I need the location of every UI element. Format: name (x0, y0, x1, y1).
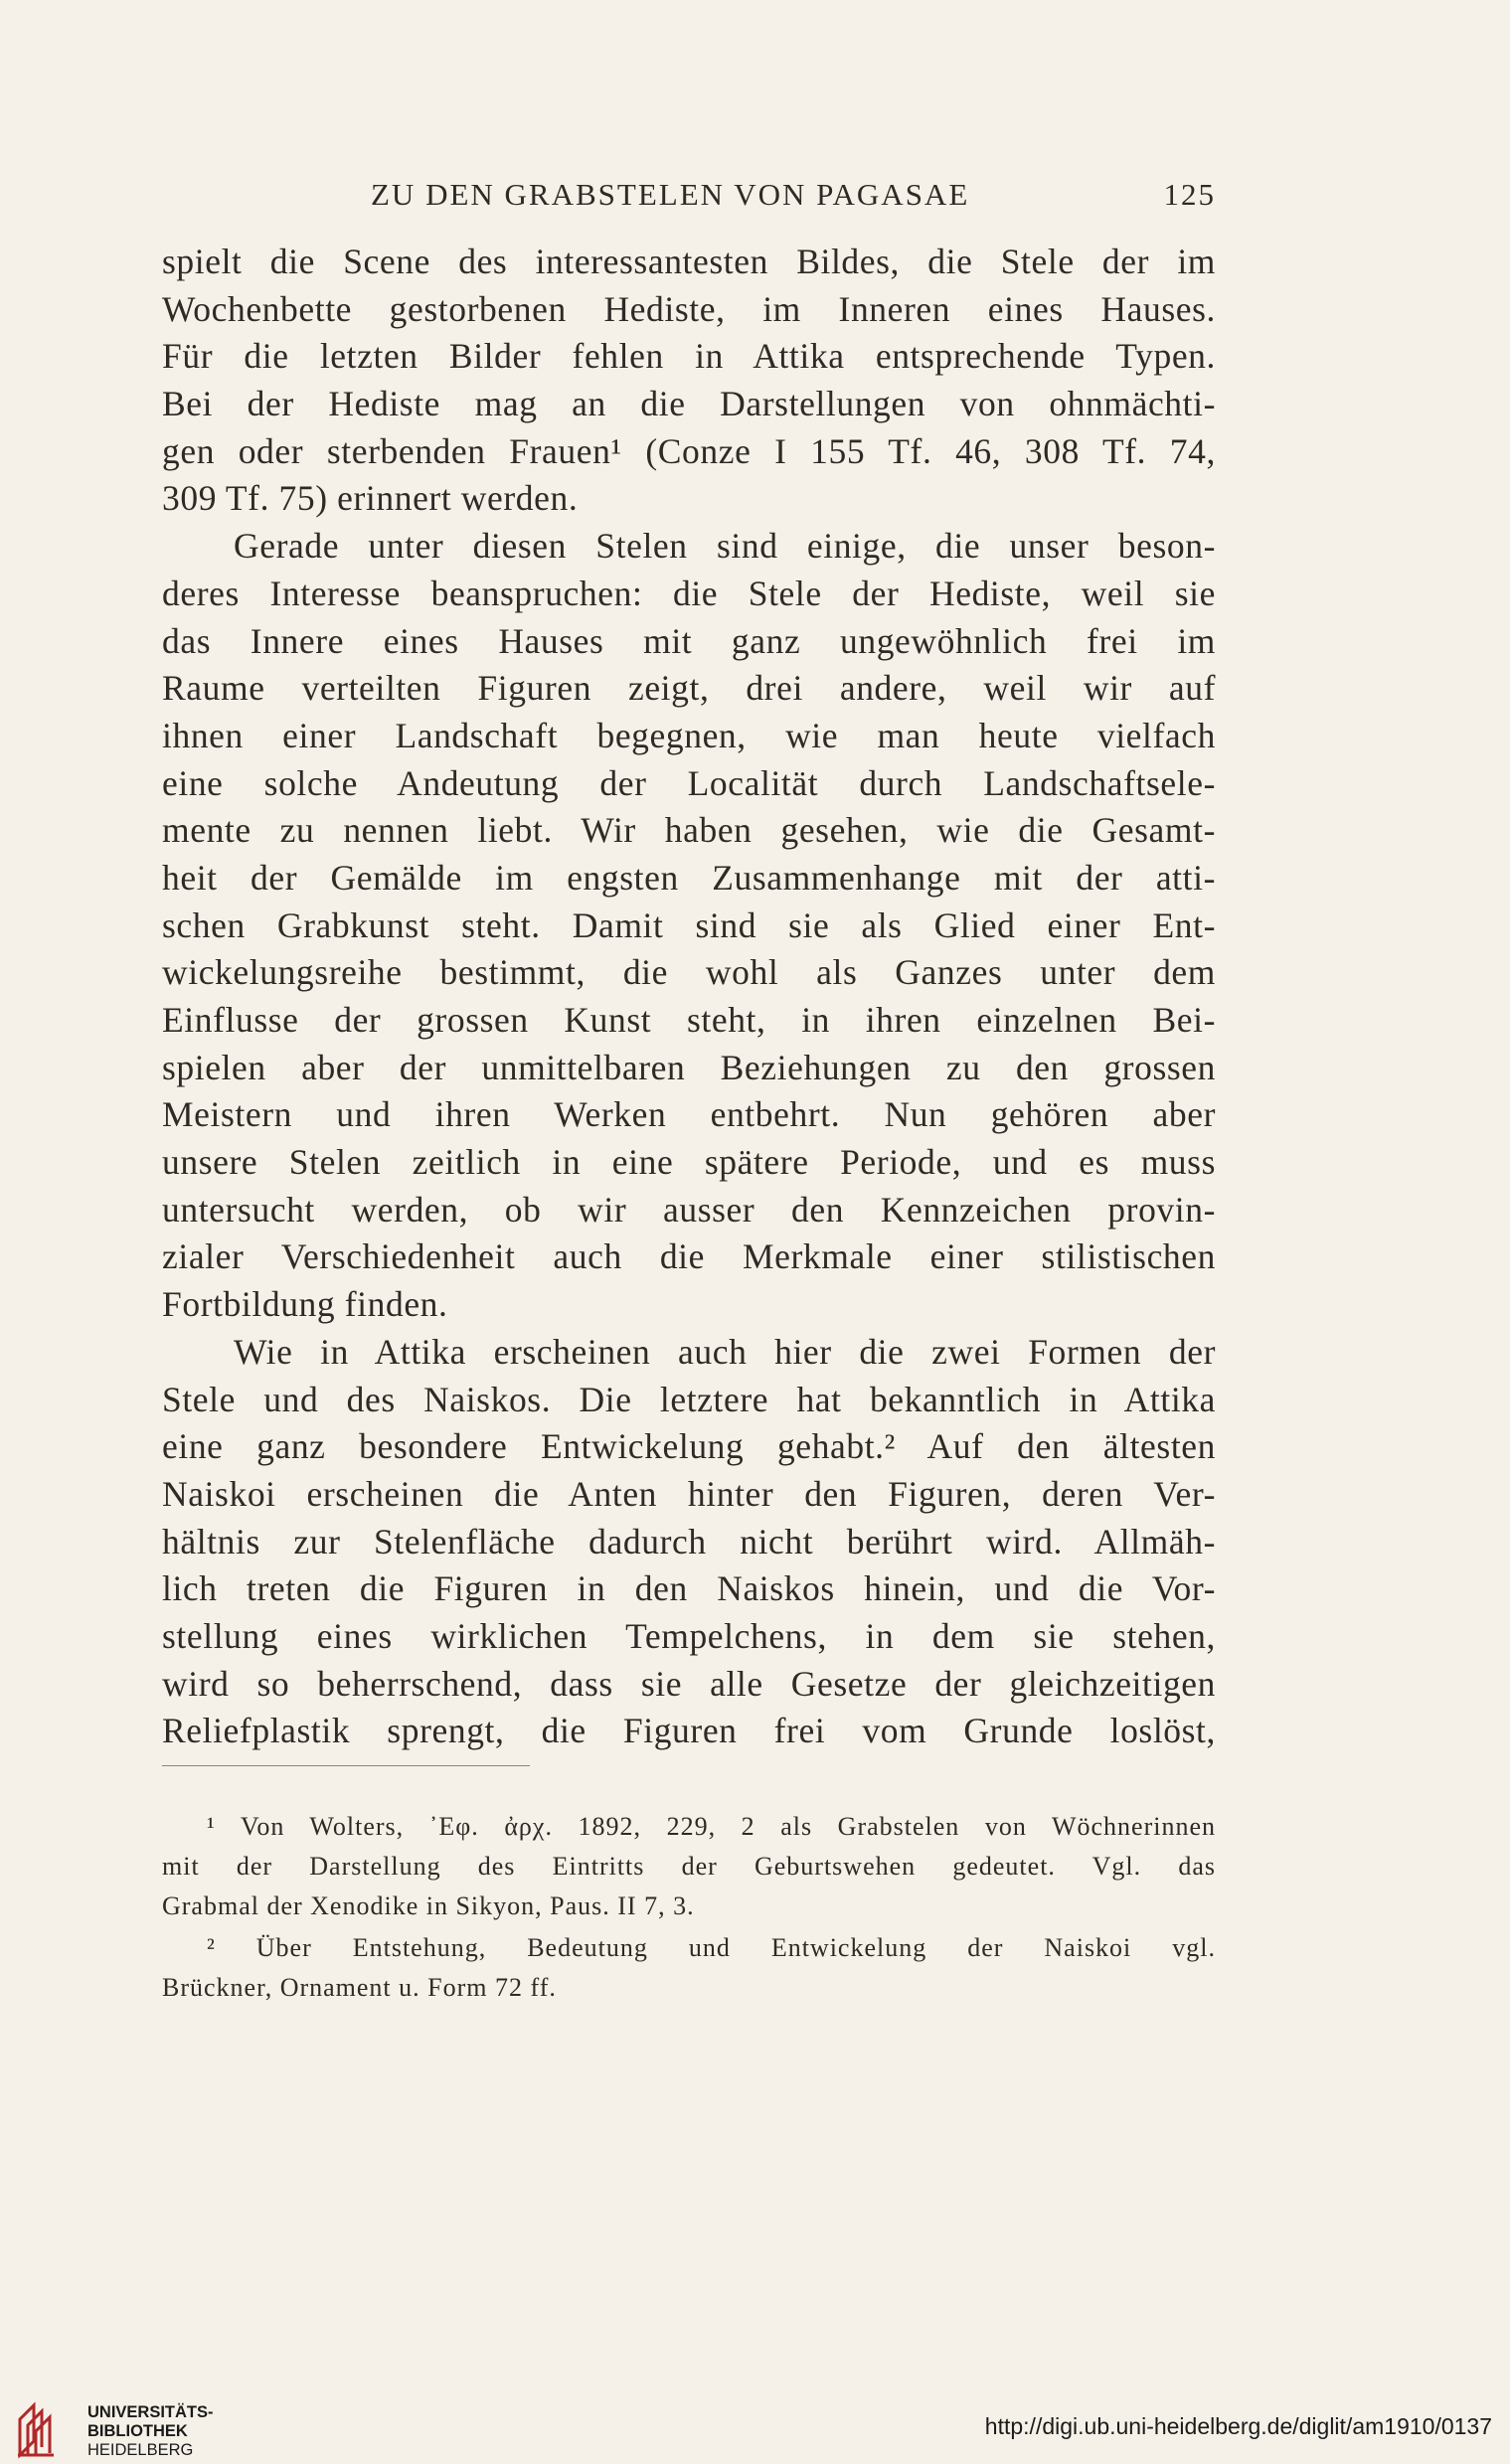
text-line: ihnen einer Landschaft begegnen, wie man heute vielfach (162, 715, 1216, 755)
library-name (87, 2403, 214, 2460)
text-line: Für die letzten Bilder fehlen in Attika entsprechende Typen. (162, 336, 1216, 377)
text-line: Einflusse der grossen Kunst steht, in ihren einzelnen Bei- (162, 1000, 1216, 1040)
text-line: lich treten die Figuren in den Naiskos hinein, und die Vor- (162, 1568, 1216, 1609)
text-line: Stele und des Naiskos. Die letztere hat bekanntlich in Attika (162, 1379, 1216, 1419)
library-logo-icon (14, 2397, 80, 2459)
text-line: 309 Tf. 75) erinnert werden. (162, 478, 579, 519)
text-line: spielen aber der unmittelbaren Beziehungen zu den grossen (162, 1047, 1216, 1087)
footnote-line: Brückner, Ornament u. Form 72 ff. (162, 1973, 557, 2002)
text-line: eine solche Andeutung der Localität durch Landschaftsele- (162, 762, 1216, 803)
running-title: ZU DEN GRABSTELEN VON PAGASAE (371, 177, 970, 212)
text-line: Wie in Attika erscheinen auch hier die zwei Formen der (234, 1331, 1216, 1372)
text-line: Gerade unter diesen Stelen sind einige, die unser beson- (234, 526, 1216, 567)
text-line: Reliefplastik sprengt, die Figuren frei vom Grunde loslöst, (162, 1711, 1216, 1751)
text-line: Naiskoi erscheinen die Anten hinter den Figuren, deren Ver- (162, 1473, 1216, 1514)
text-line: Fortbildung finden. (162, 1284, 448, 1325)
text-line: gen oder sterbenden Frauen¹ (Conze I 155 Tf. 46, 308 Tf. 74, (162, 430, 1216, 471)
text-line: wickelungsreihe bestimmt, die wohl als Ganzes unter dem (162, 952, 1216, 993)
body-text (162, 239, 1216, 1755)
text-line: das Innere eines Hauses mit ganz ungewöhnlich frei im (162, 620, 1216, 661)
footnote-line: mit der Darstellung des Eintritts der Geburtswehen gedeutet. Vgl. das (162, 1852, 1216, 1881)
text-line: wird so beherrschend, dass sie alle Gesetze der gleichzeitigen (162, 1663, 1216, 1704)
text-line: deres Interesse beanspruchen: die Stele der Hediste, weil sie (162, 573, 1216, 613)
footnote-divider (162, 1765, 530, 1766)
text-line: eine ganz besondere Entwickelung gehabt.² Auf den ältesten (162, 1426, 1216, 1467)
text-line: zialer Verschiedenheit auch die Merkmale einer stilistischen (162, 1236, 1216, 1277)
footnotes (162, 1807, 1216, 2008)
text-line: Meistern und ihren Werken entbehrt. Nun gehören aber (162, 1094, 1216, 1135)
source-url-link[interactable]: http://digi.ub.uni-heidelberg.de/diglit/am1910/0137 (984, 2413, 1492, 2439)
digitization-footer (0, 2393, 1510, 2464)
text-line: Wochenbette gestorbenen Hediste, im Inneren eines Hauses. (162, 288, 1216, 329)
library-name-line: BIBLIOTHEK (87, 2422, 188, 2440)
library-name-line: HEIDELBERG (87, 2441, 194, 2459)
text-line: spielt die Scene des interessantesten Bildes, die Stele der im (162, 242, 1216, 281)
footnote-line: ² Über Entstehung, Bedeutung und Entwickelung der Naiskoi vgl. (207, 1933, 1216, 1962)
footnote-line: Grabmal der Xenodike in Sikyon, Paus. II 7, 3. (162, 1891, 695, 1920)
text-line: schen Grabkunst steht. Damit sind sie als Glied einer Ent- (162, 904, 1216, 945)
text-line: untersucht werden, ob wir ausser den Kennzeichen provin- (162, 1189, 1216, 1230)
text-line: unsere Stelen zeitlich in eine spätere Periode, und es muss (162, 1142, 1216, 1183)
text-line: stellung eines wirklichen Tempelchens, in dem sie stehen, (162, 1615, 1216, 1656)
text-line: mente zu nennen liebt. Wir haben gesehen, wie die Gesamt- (162, 810, 1216, 851)
text-line: Bei der Hediste mag an die Darstellungen von ohnmächti- (162, 384, 1216, 424)
text-line: heit der Gemälde im engsten Zusammenhange mit der atti- (162, 857, 1216, 898)
text-line: hältnis zur Stelenfläche dadurch nicht berührt wird. Allmäh- (162, 1521, 1216, 1561)
page-number: 125 (1163, 177, 1216, 212)
running-header (162, 177, 1216, 221)
footnote-line: ¹ Von Wolters, ᾿Εφ. ἀρχ. 1892, 229, 2 als Grabstelen von Wöchnerinnen (207, 1812, 1216, 1841)
library-name-line: UNIVERSITÄTS- (87, 2403, 214, 2421)
text-line: Raume verteilten Figuren zeigt, drei andere, weil wir auf (162, 668, 1216, 709)
